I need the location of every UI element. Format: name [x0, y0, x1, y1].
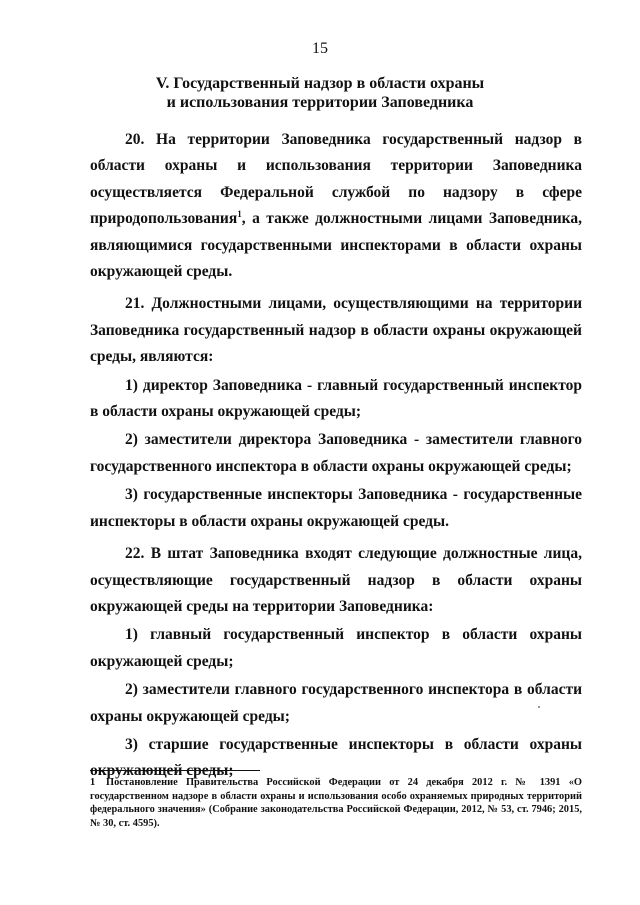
paragraph-22-item-3: 3) старшие государственные инспекторы в области охраны окружающей среды;	[90, 735, 582, 780]
paragraph-20	[90, 127, 582, 285]
paragraph-21-item-3: 3) государственные инспекторы Заповедника - государственные инспекторы в области охраны окружающей среды.	[90, 486, 582, 530]
section-title-line-1: V. Государственный надзор в области охраны	[155, 75, 485, 92]
footnote-mark: 1	[90, 777, 96, 788]
paragraph-21-item-1: 1) директор Заповедника - главный государственный инспектор в области охраны окружающей среды;	[90, 376, 582, 421]
scan-speck	[538, 706, 540, 708]
footnote-reference: 1	[237, 209, 242, 220]
section-title-line-2: и использования территории Заповедника	[166, 94, 474, 111]
paragraph-21: 21. Должностными лицами, осуществляющими на территории Заповедника государственный надзор в области охраны окружающей среды, являются:	[90, 295, 582, 366]
paragraph-21-item-2: 2) заместители директора Заповедника - заместители главного государственного инспектора в области охраны окружающей среды;	[90, 431, 582, 475]
section-heading	[0, 74, 640, 112]
paragraph-20-text: 20. На территории Заповедника государственный надзор в области охраны и использования территории Заповедника осуществляется Федеральной службой по надзору в сфере природопользования	[90, 131, 582, 228]
footnote	[90, 776, 582, 830]
footnote-separator	[90, 770, 260, 771]
paragraph-22-item-2: 2) заместители главного государственного инспектора в области охраны окружающей среды;	[90, 681, 582, 725]
page-number: 15	[312, 40, 328, 57]
footnote-text: Постановление Правительства Российской Федерации от 24 декабря 2012 г. № 1391 «О государственном надзоре в области охраны и использования особо охраняемых природных территорий федерального значения» (Собрание законодательства Российской Федерации, 2012, № 53, ст. 7946; 2015, № 30, ст. 4595).	[90, 777, 582, 829]
document-body	[90, 127, 582, 785]
paragraph-20-text-continued: , а также должностными лицами Заповедника, являющимися государственными инспекторами в области охраны окружающей среды.	[90, 210, 582, 281]
paragraph-22-item-1: 1) главный государственный инспектор в области охраны окружающей среды;	[90, 626, 582, 670]
paragraph-22: 22. В штат Заповедника входят следующие должностные лица, осуществляющие государственный надзор в области охраны окружающей среды на территории Заповедника:	[90, 545, 582, 615]
